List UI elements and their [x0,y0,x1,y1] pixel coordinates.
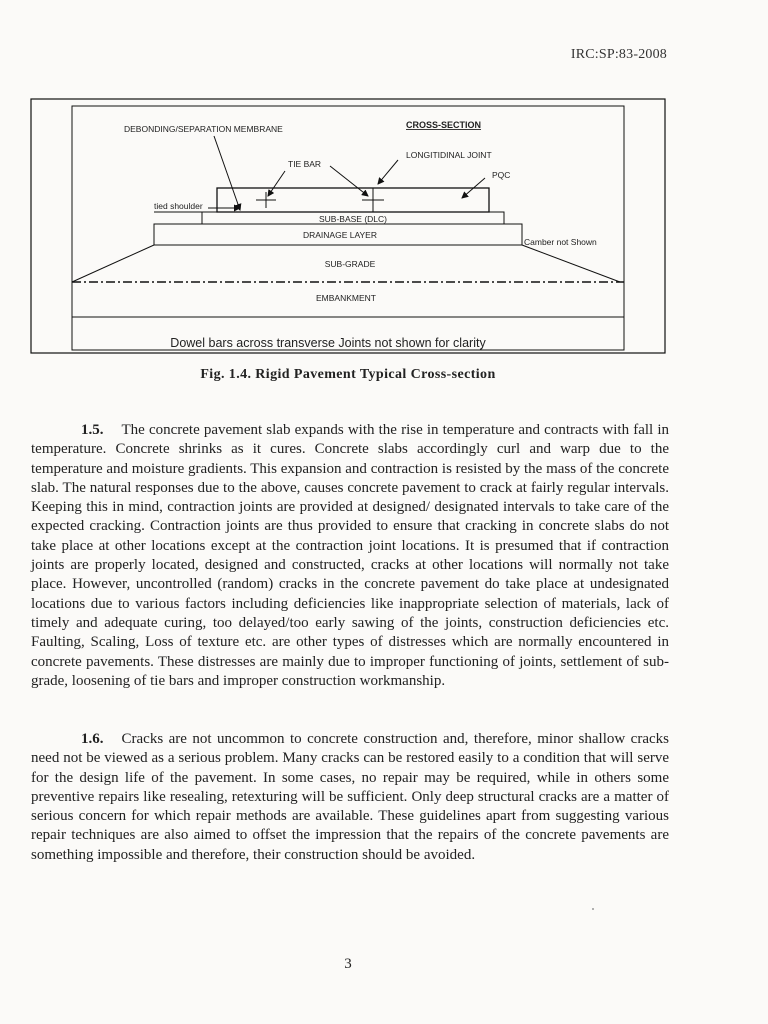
cross-section-label: CROSS-SECTION [406,120,482,130]
speck-mark [592,908,594,910]
figure-frame [31,99,665,353]
drainage-layer-label: DRAINAGE LAYER [302,230,378,240]
embankment-label: EMBANKMENT [316,293,376,303]
dowel-note-label: Dowel bars across transverse Joints not shown for clarity [170,336,486,350]
section-number: 1.5. [81,422,104,438]
tie-bar-leader-center [330,166,368,196]
page-number: 3 [344,956,352,972]
document-code: IRC:SP:83-2008 [570,47,667,62]
longitudinal-joint-leader [378,160,398,184]
tie-bar-symbol-center [362,188,384,212]
sub-grade-slope-left [72,245,154,282]
membrane-label: DEBONDING/SEPARATION MEMBRANE [124,124,283,134]
membrane-leader [214,136,240,210]
section-1-6-paragraph [31,730,669,865]
longitudinal-joint-label: LONGITIDINAL JOINT [406,150,492,160]
sub-grade-slope-right [522,245,620,282]
tie-bar-label: TIE BAR [288,159,322,169]
tied-shoulder-label: tied shoulder [154,201,203,211]
pqc-label: PQC [492,170,511,180]
tie-bar-symbol-left [256,192,276,208]
tie-bar-leader-left [268,171,285,196]
section-text: The concrete pavement slab expands with the rise in temperature and contracts with fall in temperature. Concrete shrinks as it cures. Concrete slabs accordingly curl and warp due to the temperature and moisture gradients. This expansion and contraction is resisted by the mass of the concrete slab. The natural responses due to the above, causes concrete pavement to crack at fairly regular intervals. Keeping this in mind, contraction joints are provided at designed/ designated intervals to take care of the expected cracking. Contraction joints are thus provided to ensure that cracking in concrete slabs do not take place at other locations except at the contraction joint locations. It is presumed that if contraction joints are properly located, designed and constructed, cracks at other locations will normally not take place. However, uncontrolled (random) cracks in the concrete pavement do take place at undesignated locations due to various factors including deficiencies like inappropriate selection of materials, lack of timely and adequate curing, too delayed/too early sawing of the joints, construction deficiencies etc. Faulting, Scaling, Loss of texture etc. are other types of distresses which are normally encountered in concrete pavements. These distresses are mainly due to improper functioning of joints, settlement of sub-grade, loosening of tie bars and improper construction workmanship. [31,422,669,689]
sub-base-label: SUB-BASE (DLC) [318,214,388,224]
sub-grade-label: SUB-GRADE [324,259,376,269]
camber-note-label: Camber not Shown [524,237,597,247]
figure-caption: Fig. 1.4. Rigid Pavement Typical Cross-section [200,367,496,382]
section-number: 1.6. [81,731,104,747]
section-1-5-paragraph [31,421,669,691]
section-text: Cracks are not uncommon to concrete construction and, therefore, minor shallow cracks need not be viewed as a serious problem. Many cracks can be restored easily to a condition that will serve for the design life of the pavement. In some cases, no repair may be required, while in others some preventive repairs like resealing, retexturing will be sufficient. Only deep structural cracks are a matter of serious concern for which repair methods are available. These guidelines apart from suggesting various repair techniques are also aimed to offset the impression that the repairs of the concrete pavements are something impossible and therefore, their construction should be avoided. [31,731,669,863]
cross-section-figure [30,98,666,354]
figure-inner-frame [72,106,624,350]
